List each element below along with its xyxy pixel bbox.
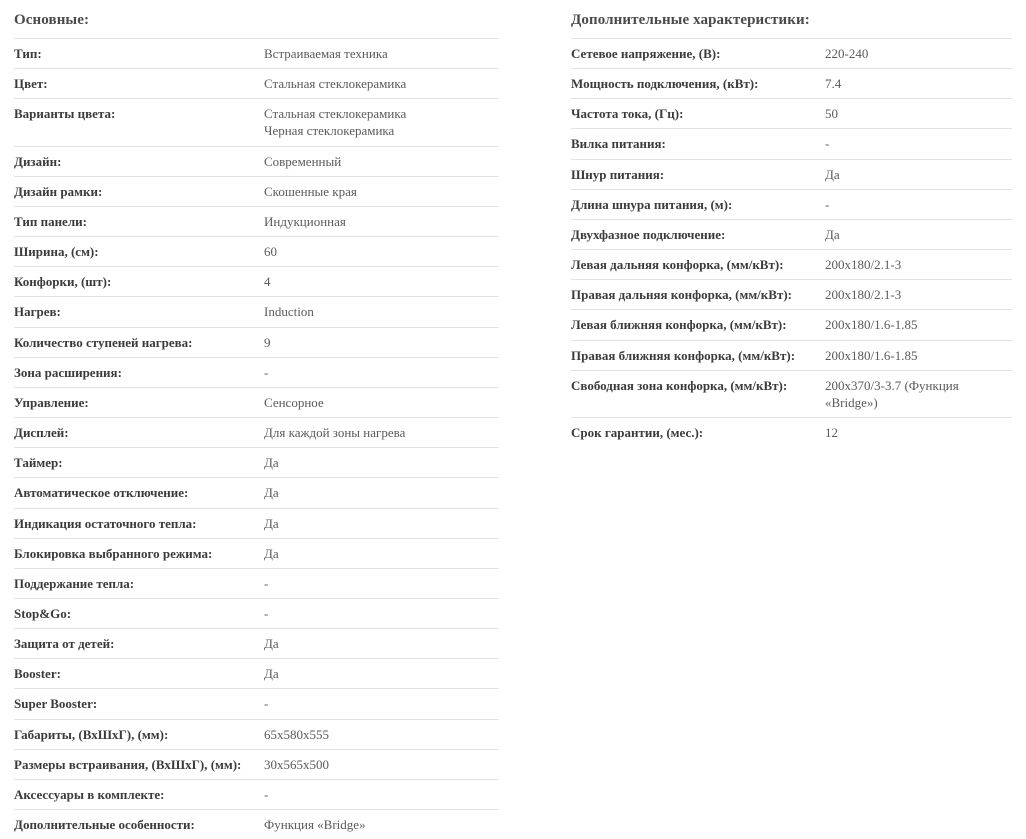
spec-row — [571, 340, 1012, 370]
spec-value — [264, 659, 499, 689]
spec-row — [14, 357, 499, 387]
spec-row — [14, 206, 499, 236]
spec-value — [264, 99, 499, 146]
spec-row — [571, 370, 1012, 417]
spec-row — [571, 159, 1012, 189]
main-specs-column — [0, 12, 513, 839]
spec-value-line: Функция «Bridge» — [264, 816, 497, 833]
spec-key: Шнур питания: — [571, 159, 825, 189]
spec-key: Тип панели: — [14, 206, 264, 236]
spec-value — [825, 310, 1012, 340]
spec-key: Срок гарантии, (мес.): — [571, 418, 825, 448]
spec-value — [825, 129, 1012, 159]
spec-row — [14, 779, 499, 809]
spec-value-line: Встраиваемая техника — [264, 45, 497, 62]
spec-value — [264, 327, 499, 357]
spec-value — [264, 39, 499, 69]
spec-value — [264, 237, 499, 267]
spec-value-line: Индукционная — [264, 213, 497, 230]
spec-value-line: 200x180/1.6-1.85 — [825, 347, 1010, 364]
spec-row — [14, 719, 499, 749]
spec-row — [14, 387, 499, 417]
spec-value — [264, 267, 499, 297]
spec-value-line: 60 — [264, 243, 497, 260]
spec-row — [571, 250, 1012, 280]
spec-value — [264, 538, 499, 568]
main-specs-title: Основные: — [14, 12, 499, 38]
spec-row — [14, 659, 499, 689]
spec-row — [14, 538, 499, 568]
spec-row — [571, 280, 1012, 310]
spec-value-line: 220-240 — [825, 45, 1010, 62]
spec-row — [14, 598, 499, 628]
spec-value — [264, 69, 499, 99]
spec-row — [14, 508, 499, 538]
spec-key: Тип: — [14, 39, 264, 69]
main-specs-body — [14, 39, 499, 839]
spec-key: Защита от детей: — [14, 629, 264, 659]
spec-row — [571, 189, 1012, 219]
spec-key: Размеры встраивания, (ВхШхГ), (мм): — [14, 749, 264, 779]
spec-row — [571, 418, 1012, 448]
spec-value-line: Сенсорное — [264, 394, 497, 411]
spec-value — [264, 448, 499, 478]
spec-value-line: Для каждой зоны нагрева — [264, 424, 497, 441]
spec-value-line: - — [264, 364, 497, 381]
spec-row — [571, 69, 1012, 99]
spec-value-line: Да — [264, 545, 497, 562]
spec-row — [14, 237, 499, 267]
additional-specs-title: Дополнительные характеристики: — [571, 12, 1012, 38]
spec-key: Свободная зона конфорка, (мм/кВт): — [571, 370, 825, 417]
spec-value-line: 9 — [264, 334, 497, 351]
spec-row — [14, 267, 499, 297]
spec-value — [825, 370, 1012, 417]
spec-value-line: Да — [264, 665, 497, 682]
spec-value-line: - — [264, 575, 497, 592]
spec-value — [825, 99, 1012, 129]
spec-value-line: 200x180/2.1-3 — [825, 286, 1010, 303]
spec-value-line: - — [264, 605, 497, 622]
spec-row — [571, 219, 1012, 249]
spec-value-line: Скошенные края — [264, 183, 497, 200]
spec-key: Зона расширения: — [14, 357, 264, 387]
spec-value-line: Стальная стеклокерамика — [264, 75, 497, 92]
spec-value-line: - — [825, 135, 1010, 152]
spec-value — [264, 206, 499, 236]
spec-key: Вилка питания: — [571, 129, 825, 159]
spec-value-line: - — [825, 196, 1010, 213]
spec-key: Габариты, (ВхШхГ), (мм): — [14, 719, 264, 749]
spec-value — [825, 159, 1012, 189]
spec-row — [14, 749, 499, 779]
spec-key: Мощность подключения, (кВт): — [571, 69, 825, 99]
spec-value — [264, 508, 499, 538]
spec-value — [264, 357, 499, 387]
spec-value — [264, 629, 499, 659]
spec-value — [825, 280, 1012, 310]
additional-specs-table — [571, 38, 1012, 447]
spec-key: Конфорки, (шт): — [14, 267, 264, 297]
spec-key: Частота тока, (Гц): — [571, 99, 825, 129]
spec-key: Поддержание тепла: — [14, 568, 264, 598]
spec-row — [14, 810, 499, 839]
spec-key: Двухфазное подключение: — [571, 219, 825, 249]
spec-key: Stop&Go: — [14, 598, 264, 628]
spec-key: Левая ближняя конфорка, (мм/кВт): — [571, 310, 825, 340]
spec-key: Длина шнура питания, (м): — [571, 189, 825, 219]
spec-key: Booster: — [14, 659, 264, 689]
spec-value — [264, 146, 499, 176]
spec-value-line: Да — [264, 454, 497, 471]
spec-key: Таймер: — [14, 448, 264, 478]
spec-value-line: 200x180/2.1-3 — [825, 256, 1010, 273]
spec-value — [825, 39, 1012, 69]
spec-key: Нагрев: — [14, 297, 264, 327]
spec-row — [14, 297, 499, 327]
spec-value — [825, 189, 1012, 219]
spec-row — [571, 99, 1012, 129]
spec-key: Левая дальняя конфорка, (мм/кВт): — [571, 250, 825, 280]
spec-value-line: Черная стеклокерамика — [264, 122, 497, 139]
spec-value — [825, 69, 1012, 99]
spec-key: Дизайн: — [14, 146, 264, 176]
spec-value-line: Да — [264, 484, 497, 501]
spec-value — [825, 219, 1012, 249]
spec-key: Правая ближняя конфорка, (мм/кВт): — [571, 340, 825, 370]
spec-value — [264, 297, 499, 327]
spec-value — [264, 568, 499, 598]
spec-value-line: 50 — [825, 105, 1010, 122]
spec-key: Сетевое напряжение, (В): — [571, 39, 825, 69]
spec-key: Super Booster: — [14, 689, 264, 719]
spec-value-line: - — [264, 786, 497, 803]
spec-row — [14, 69, 499, 99]
spec-row — [14, 99, 499, 146]
spec-columns — [0, 12, 1026, 839]
spec-key: Дисплей: — [14, 418, 264, 448]
spec-value — [264, 749, 499, 779]
spec-key: Автоматическое отключение: — [14, 478, 264, 508]
spec-key: Аксессуары в комплекте: — [14, 779, 264, 809]
spec-value-line: 30x565x500 — [264, 756, 497, 773]
spec-row — [14, 39, 499, 69]
spec-row — [14, 629, 499, 659]
spec-value — [264, 598, 499, 628]
spec-value-line: - — [264, 695, 497, 712]
spec-value-line: Да — [825, 166, 1010, 183]
spec-row — [571, 310, 1012, 340]
spec-row — [14, 327, 499, 357]
spec-key: Дополнительные особенности: — [14, 810, 264, 839]
spec-row — [14, 689, 499, 719]
spec-key: Управление: — [14, 387, 264, 417]
spec-value-line: 7.4 — [825, 75, 1010, 92]
spec-value-line: 200x370/3-3.7 (Функция «Bridge») — [825, 377, 1010, 411]
spec-key: Ширина, (см): — [14, 237, 264, 267]
spec-value — [264, 810, 499, 839]
spec-row — [14, 448, 499, 478]
spec-key: Дизайн рамки: — [14, 176, 264, 206]
spec-row — [14, 418, 499, 448]
spec-row — [14, 146, 499, 176]
spec-value — [264, 719, 499, 749]
spec-value-line: Да — [825, 226, 1010, 243]
spec-value-line: Induction — [264, 303, 497, 320]
spec-value-line: 12 — [825, 424, 1010, 441]
spec-key: Блокировка выбранного режима: — [14, 538, 264, 568]
spec-key: Количество ступеней нагрева: — [14, 327, 264, 357]
spec-value — [825, 418, 1012, 448]
spec-value — [264, 478, 499, 508]
spec-value — [264, 387, 499, 417]
spec-row — [14, 478, 499, 508]
main-specs-table — [14, 38, 499, 839]
spec-value-line: Да — [264, 515, 497, 532]
spec-value-line: Стальная стеклокерамика — [264, 105, 497, 122]
spec-value — [825, 340, 1012, 370]
spec-key: Индикация остаточного тепла: — [14, 508, 264, 538]
spec-value — [264, 779, 499, 809]
additional-specs-column — [513, 12, 1026, 447]
spec-key: Варианты цвета: — [14, 99, 264, 146]
spec-row — [571, 129, 1012, 159]
spec-key: Правая дальняя конфорка, (мм/кВт): — [571, 280, 825, 310]
spec-value-line: Да — [264, 635, 497, 652]
additional-specs-body — [571, 39, 1012, 448]
spec-value-line: Современный — [264, 153, 497, 170]
spec-key: Цвет: — [14, 69, 264, 99]
spec-value-line: 4 — [264, 273, 497, 290]
spec-row — [14, 176, 499, 206]
spec-value-line: 65x580x555 — [264, 726, 497, 743]
spec-value — [264, 418, 499, 448]
spec-value — [264, 689, 499, 719]
spec-row — [571, 39, 1012, 69]
spec-value — [264, 176, 499, 206]
spec-row — [14, 568, 499, 598]
spec-value-line: 200x180/1.6-1.85 — [825, 316, 1010, 333]
spec-value — [825, 250, 1012, 280]
